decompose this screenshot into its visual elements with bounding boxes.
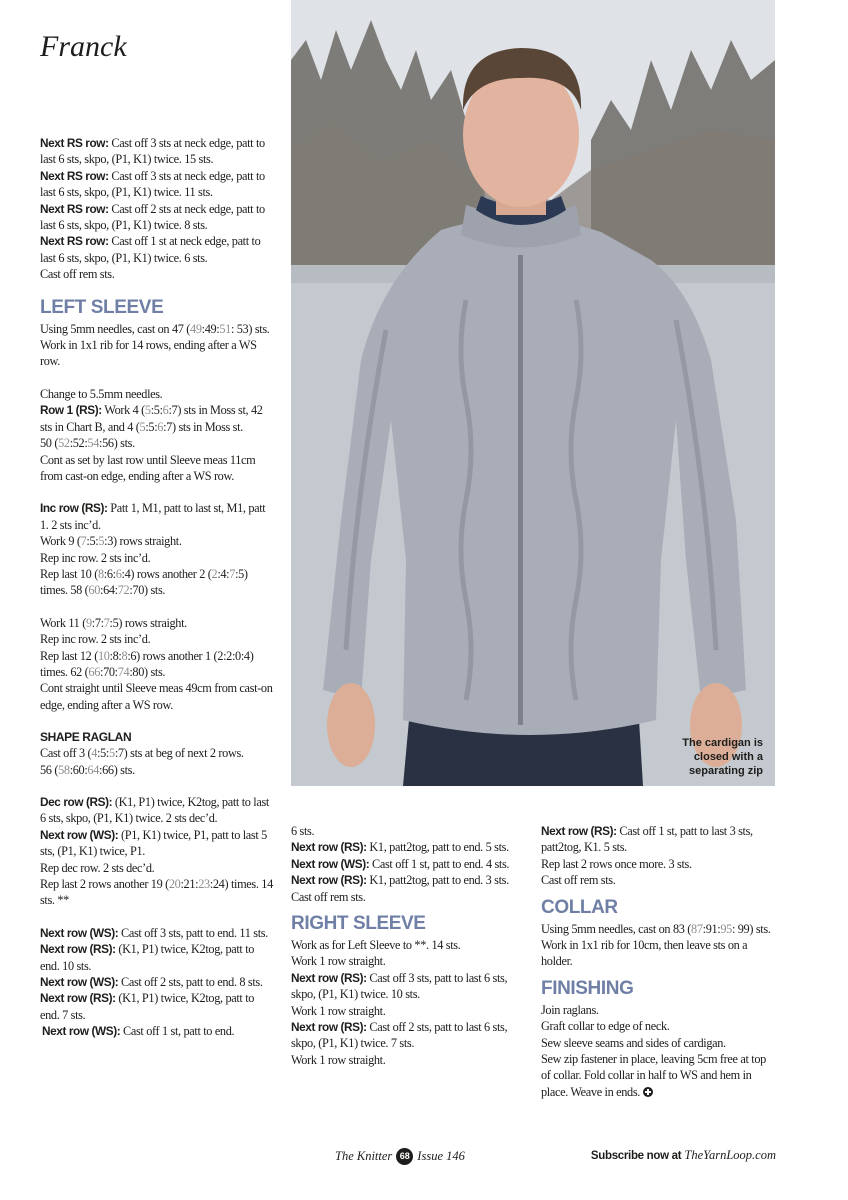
magazine-name: The Knitter <box>335 1149 393 1163</box>
instruction-text: Cont as set by last row until Sleeve meas 11cm from cast-on edge, ending after a WS row. <box>40 452 256 483</box>
instruction-text: Rep last 12 (10:8:8:6) rows another 1 (2:2:0:4) times. 62 (66:70:74:80) sts. <box>40 648 254 679</box>
instruction-text: Graft collar to edge of neck. <box>541 1019 670 1034</box>
footer-subscribe: Subscribe now at TheYarnLoop.com <box>590 1148 776 1162</box>
instruction-text: Sew zip fastener in place, leaving 5cm free at top of collar. Fold collar in half to WS and hem in place. Weave in ends. <box>541 1052 766 1099</box>
instruction-row: Next RS row: Cast off 2 sts at neck edge, patt to last 6 sts, skpo, (P1, K1) twice. 8 sts. <box>40 201 265 233</box>
pattern-column-3 <box>541 823 777 1100</box>
instruction-row: Next row (RS): (K1, P1) twice, K2tog, patt to end. 7 sts. <box>40 991 255 1022</box>
instruction-text: Using 5mm needles, cast on 83 (87:91:95: 99) sts. <box>541 921 771 936</box>
instruction-text: Sew sleeve seams and sides of cardigan. <box>541 1035 726 1050</box>
subheading-shape-raglan: SHAPE RAGLAN <box>40 730 132 745</box>
instruction-text: 6 sts. <box>291 824 315 838</box>
photo-illustration <box>291 0 775 786</box>
instruction-text: Cast off 3 (4:5:5:7) sts at beg of next 2 rows. <box>40 746 244 761</box>
instruction-text: Work in 1x1 rib for 10cm, then leave sts on a holder. <box>541 938 748 969</box>
instruction-text: Rep dec row. 2 sts dec’d. <box>40 860 155 875</box>
instruction-row: Next RS row: Cast off 1 st at neck edge, patt to last 6 sts, skpo, (P1, K1) twice. 6 sts. <box>40 234 261 265</box>
end-mark-icon <box>643 1087 653 1097</box>
instruction-row: Next row (RS): K1, patt2tog, patt to end. 3 sts. <box>291 873 509 888</box>
instruction-row: Next RS row: Cast off 3 sts at neck edge, patt to last 6 sts, skpo, (P1, K1) twice. 15 sts. <box>40 136 265 167</box>
instruction-text: Cast off rem sts. <box>541 873 616 888</box>
instruction-row: Dec row (RS): (K1, P1) twice, K2tog, patt to last 6 sts, skpo, (P1, K1) twice. 2 sts dec’d. <box>40 795 269 826</box>
pattern-column-2 <box>291 823 523 1068</box>
instruction-text: Work 9 (7:5:5:3) rows straight. <box>40 534 182 549</box>
instruction-text: 50 (52:52:54:56) sts. <box>40 436 135 451</box>
instruction-row: Next row (RS): (K1, P1) twice, K2tog, patt to end. 10 sts. <box>40 942 255 973</box>
instruction-row: Next RS row: Cast off 3 sts at neck edge, patt to last 6 sts, skpo, (P1, K1) twice. 11 sts. <box>40 168 265 200</box>
instruction-text: Rep last 10 (8:6:6:4) rows another 2 (2:4:7:5) times. 58 (60:64:72:70) sts. <box>40 566 248 598</box>
instruction-text: Work as for Left Sleeve to **. 14 sts. <box>291 938 461 953</box>
page-title: Franck <box>40 30 127 63</box>
section-heading-right-sleeve: RIGHT SLEEVE <box>291 913 426 935</box>
instruction-text: Cast off rem sts. <box>291 889 366 904</box>
instruction-row: Next row (WS): Cast off 2 sts, patt to end. 8 sts. <box>40 975 263 990</box>
instruction-row: Next row (WS): Cast off 3 sts, patt to end. 11 sts. <box>40 925 268 940</box>
instruction-row: Next row (RS): Cast off 3 sts, patt to last 6 sts, skpo, (P1, K1) twice. 10 sts. <box>291 970 508 1002</box>
instruction-text: Work 11 (9:7:7:5) rows straight. <box>40 615 187 630</box>
issue-number: Issue 146 <box>417 1149 465 1163</box>
instruction-text: Join raglans. <box>541 1002 599 1017</box>
photo-caption: The cardigan is closed with a separating zip <box>682 737 763 777</box>
instruction-text: Change to 5.5mm needles. <box>40 386 163 401</box>
section-heading-finishing: FINISHING <box>541 977 634 999</box>
instruction-text: Work 1 row straight. <box>291 1003 386 1018</box>
footer-magazine <box>335 1148 465 1165</box>
instruction-row: Next row (WS): Cast off 1 st, patt to end. <box>42 1024 235 1039</box>
instruction-row: Next row (WS): Cast off 1 st, patt to end. 4 sts. <box>291 856 510 871</box>
instruction-text: 56 (58:60:64:66) sts. <box>40 762 135 777</box>
instruction-row: Next row (WS): (P1, K1) twice, P1, patt to last 5 sts, (P1, K1) twice, P1. <box>40 827 267 859</box>
instruction-row: Next row (RS): K1, patt2tog, patt to end. 5 sts. <box>291 840 509 855</box>
instruction-row: Next row (RS): Cast off 1 st, patt to last 3 sts, patt2tog, K1. 5 sts. <box>541 824 753 855</box>
subscribe-link[interactable]: TheYarnLoop.com <box>684 1148 776 1162</box>
instruction-text: Cont straight until Sleeve meas 49cm from cast-on edge, ending after a WS row. <box>40 681 273 712</box>
section-heading-collar: COLLAR <box>541 896 618 918</box>
instruction-row: Row 1 (RS): Work 4 (5:5:6:7) sts in Moss st, 42 sts in Chart B, and 4 (5:5:6:7) sts in Moss st. <box>40 403 263 434</box>
section-heading-left-sleeve: LEFT SLEEVE <box>40 296 164 318</box>
instruction-row: Inc row (RS): Patt 1, M1, patt to last st, M1, patt 1. 2 sts inc’d. <box>40 501 266 532</box>
pattern-column-1 <box>40 135 276 1040</box>
instruction-text: Rep inc row. 2 sts inc’d. <box>40 550 151 565</box>
instruction-text: Using 5mm needles, cast on 47 (49:49:51: 53) sts. <box>40 321 270 336</box>
instruction-text: Work 1 row straight. <box>291 954 386 969</box>
model-photo <box>291 0 775 786</box>
instruction-text: Rep inc row. 2 sts inc’d. <box>40 632 151 647</box>
instruction-text: Work 1 row straight. <box>291 1052 386 1067</box>
instruction-row: Next row (RS): Cast off 2 sts, patt to last 6 sts, skpo, (P1, K1) twice. 7 sts. <box>291 1020 508 1051</box>
page-number: 68 <box>396 1148 413 1165</box>
instruction-text: Work in 1x1 rib for 14 rows, ending after a WS row. <box>40 338 257 369</box>
instruction-text: Rep last 2 rows another 19 (20:21:23:24) times. 14 sts. ** <box>40 877 273 908</box>
instruction-text: Cast off rem sts. <box>40 267 115 282</box>
instruction-text: Rep last 2 rows once more. 3 sts. <box>541 856 692 871</box>
